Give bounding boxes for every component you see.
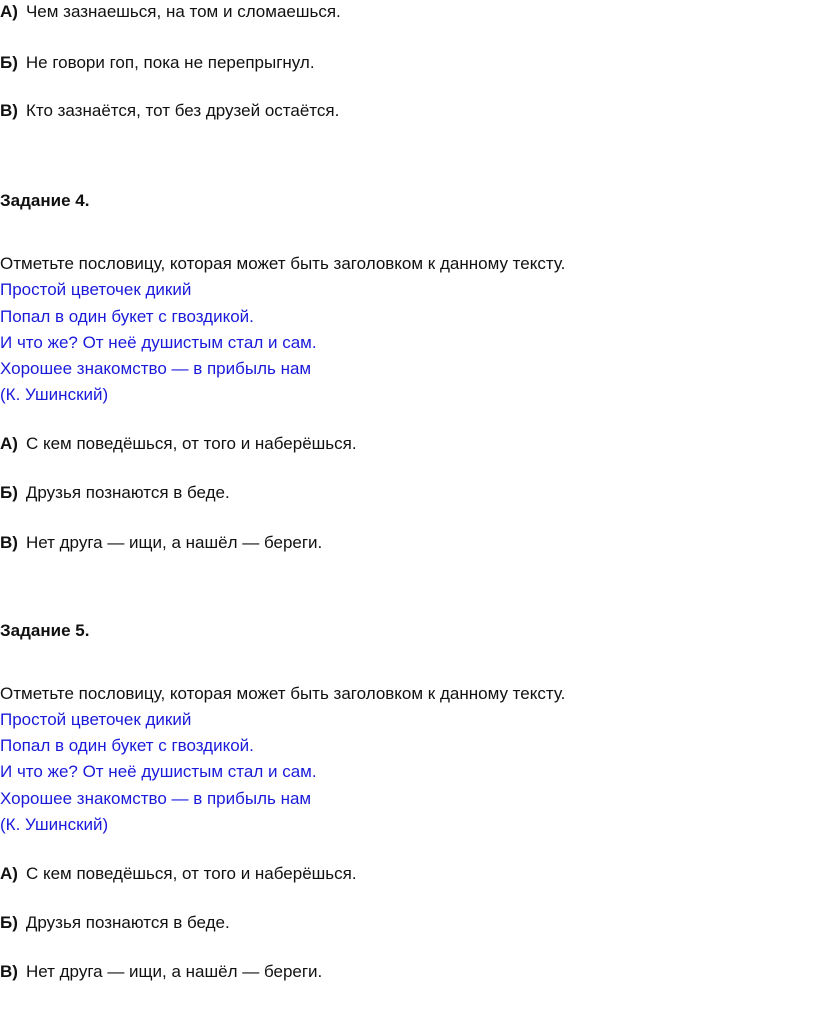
option-text: Друзья познаются в беде.	[25, 913, 230, 932]
option-text: Чем зазнаешься, на том и сломаешься.	[25, 2, 341, 21]
option-letter: А)	[0, 864, 18, 883]
option-text: С кем поведёшься, от того и наберёшься.	[25, 434, 357, 453]
task-heading: Задание 5.	[0, 621, 90, 640]
poem-line: Простой цветочек дикий	[0, 710, 192, 729]
answer-option	[0, 1, 341, 23]
poem-line: Попал в один букет с гвоздикой.	[0, 736, 254, 755]
poem-line: Простой цветочек дикий	[0, 280, 192, 299]
option-text: Нет друга — ищи, а нашёл — береги.	[25, 533, 323, 552]
poem-author: (К. Ушинский)	[0, 815, 109, 834]
option-text: Нет друга — ищи, а нашёл — береги.	[25, 962, 323, 981]
answer-option	[0, 961, 322, 983]
poem-line: Попал в один букет с гвоздикой.	[0, 307, 254, 326]
option-letter: А)	[0, 434, 18, 453]
answer-option	[0, 482, 230, 504]
option-letter: В)	[0, 101, 18, 120]
option-letter: Б)	[0, 483, 18, 502]
task-instruction: Отметьте пословицу, которая может быть заголовком к данному тексту.	[0, 254, 566, 273]
answer-option	[0, 100, 339, 122]
poem-line: И что же? От неё душистым стал и сам.	[0, 762, 317, 781]
option-text: С кем поведёшься, от того и наберёшься.	[25, 864, 357, 883]
option-text: Кто зазнаётся, тот без друзей остаётся.	[25, 101, 340, 120]
answer-option	[0, 912, 230, 934]
answer-option	[0, 863, 357, 885]
task-instruction: Отметьте пословицу, которая может быть заголовком к данному тексту.	[0, 684, 566, 703]
option-letter: А)	[0, 2, 18, 21]
option-letter: Б)	[0, 913, 18, 932]
answer-option	[0, 433, 357, 455]
answer-option	[0, 532, 322, 554]
answer-option	[0, 52, 315, 74]
poem-line: Хорошее знакомство — в прибыль нам	[0, 359, 312, 378]
poem-line: Хорошее знакомство — в прибыль нам	[0, 789, 312, 808]
option-text: Друзья познаются в беде.	[25, 483, 230, 502]
poem-author: (К. Ушинский)	[0, 385, 109, 404]
option-letter: В)	[0, 533, 18, 552]
task-heading: Задание 4.	[0, 191, 90, 210]
poem-line: И что же? От неё душистым стал и сам.	[0, 333, 317, 352]
option-text: Не говори гоп, пока не перепрыгнул.	[25, 53, 315, 72]
option-letter: Б)	[0, 53, 18, 72]
option-letter: В)	[0, 962, 18, 981]
